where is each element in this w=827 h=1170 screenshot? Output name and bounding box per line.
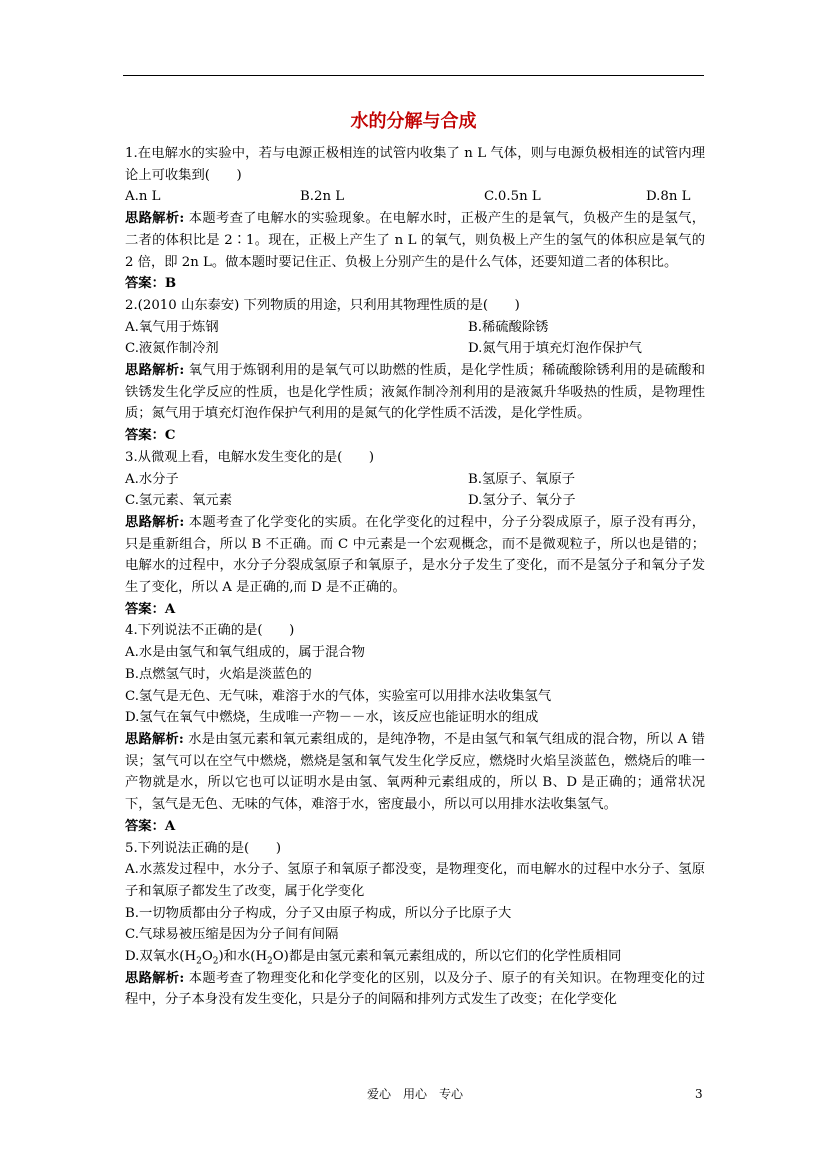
q3-analysis-label: 思路解析: [125,514,185,530]
q5-option-d [125,946,705,968]
q5-analysis-label: 思路解析: [125,970,185,986]
q5-subscript: 2 [196,956,202,967]
q3-option-b: B.氢原子、氧原子 [468,471,576,487]
q1-analysis-label: 思路解析: [125,211,185,227]
q2-option-b: B.稀硫酸除锈 [468,319,549,335]
q2-answer: 答案：C [125,428,176,444]
q1-option-d: D.8n L [646,189,691,205]
q5-option-c: C.气球易被压缩是因为分子间有间隔 [125,927,339,943]
q4-stem: 4.下列说法不正确的是( ) [125,623,295,639]
q5-option-d-part1: D.双氧水(H [125,949,197,965]
q2-option-d: D.氮气用于填充灯泡作保护气 [468,341,642,357]
q4-option-d: D.氢气在氧气中燃烧，生成唯一产物－－水，该反应也能证明水的组成 [125,710,539,726]
q4-option-a: A.水是由氢气和氧气组成的，属于混合物 [125,645,365,661]
q4-option-c: C.氢气是无色、无气味，难溶于水的气体，实验室可以用排水法收集氢气 [125,688,552,704]
q3-option-a: A.水分子 [125,471,179,487]
q5-stem: 5.下列说法正确的是( ) [125,840,282,856]
q1-answer: 答案：B [125,276,177,292]
q3-options [125,469,705,512]
page-title: 水的分解与合成 [350,111,477,132]
q4-answer: 答案：A [125,818,176,834]
q5-analysis [125,968,705,1011]
q2-options [125,317,705,360]
q3-stem: 3.从微观上看，电解水发生变化的是( ) [125,449,375,465]
header-rule [123,75,704,76]
q1-option-a: A.n L [125,189,161,205]
q2-option-c: C.液氮作制冷剂 [125,341,219,357]
q1-options [125,186,705,208]
q5-subscript: 2 [212,956,219,967]
q5-option-d-part4: O)都是由氢元素和氧元素组成的，所以它们的化学性质相同 [272,949,622,965]
q1-option-b: B.2n L [300,189,345,205]
q1-option-c: C.0.5n L [484,189,541,205]
q5-analysis-text: 本题考查了物理变化和化学变化的区别，以及分子、原子的有关知识。在物理变化的过程中，分子本身没有发生变化，只是分子的间隔和排列方式发生了改变；在化学变化 [125,970,705,1008]
q3-answer: 答案：A [125,601,176,617]
q3-option-c: C.氢元素、氧元素 [125,493,233,509]
q4-option-b: B.点燃氢气时，火焰是淡蓝色的 [125,666,312,682]
q5-option-b: B.一切物质都由分子构成，分子又由原子构成，所以分子比原子大 [125,905,512,921]
q5-option-d-part2: O [201,949,213,965]
q5-subscript: 2 [267,956,273,967]
q2-analysis-label: 思路解析: [125,363,185,379]
q1-stem: 1.在电解水的实验中，若与电源正极相连的试管内收集了 n L 气体，则与电源负极相连的试管内理论上可收集到( ) [125,146,705,183]
q5-option-a: A.水蒸发过程中，水分子、氢原子和氧原子都没变，是物理变化，而电解水的过程中水分子、氢原子和氧原子都发生了改变，属于化学变化 [125,862,705,899]
page-number: 3 [695,1087,703,1101]
q1-analysis [125,208,705,273]
q1-analysis-text: 本题考查了电解水的实验现象。在电解水时，正极产生的是氧气，负极产生的是氢气，二者的体积比是 2∶1。现在，正极上产生了 n L 的氧气，则负极上产生的氢气的体积应是氧气的 2 倍，即 2n L。做本题时要记住正、负极上分别产生的是什么气体，还要知道二者的体积比。 [125,211,705,270]
q2-analysis-text: 氧气用于炼钢利用的是氧气可以助燃的性质，是化学性质；稀硫酸除锈利用的是硫酸和铁锈发生化学反应的性质，也是化学性质；液氮作制冷剂利用的是液氮升华吸热的性质，是物理性质；氮气用于填充灯泡作保护气利用的是氮气的化学性质不活泼，是化学性质。 [125,363,705,422]
q4-analysis-label: 思路解析: [125,731,184,747]
q4-analysis-text: 水是由氢元素和氧元素组成的，是纯净物，不是由氢气和氧气组成的混合物，所以 A 错误；氢气可以在空气中燃烧，燃烧是氢和氧气发生化学反应，燃烧时火焰呈淡蓝色，燃烧后的唯一产物就是水，所以它也可以证明水是由氢、氧两种元素组成的，所以 B、D 是正确的；通常状况下，氢气是无色、无味的气体，难溶于水，密度最小，所以可以用排水法收集氢气。 [125,731,705,813]
q3-analysis [125,512,705,599]
q3-option-d: D.氢分子、氧分子 [468,493,576,509]
q4-analysis [125,729,705,816]
q3-analysis-text: 本题考查了化学变化的实质。在化学变化的过程中，分子分裂成原子，原子没有再分，只是重新组合，所以 B 不正确。而 C 中元素是一个宏观概念，而不是微观粒子，所以也是错的；电解水的过程中，水分子分裂成氢原子和氧原子，是水分子发生了变化，而不是氢分子和氧分子发生了变化，所以 A 是正确的,而 D 是不正确的。 [125,514,705,596]
q2-stem: 2.(2010 山东泰安) 下列物质的用途，只利用其物理性质的是( ) [125,297,520,313]
q5-option-d-part3: )和水(H [218,949,268,965]
q2-option-a: A.氧气用于炼钢 [125,319,219,335]
footer-motto: 爱心 用心 专心 [366,1087,463,1101]
q2-analysis [125,360,705,425]
document-body [125,143,705,1011]
